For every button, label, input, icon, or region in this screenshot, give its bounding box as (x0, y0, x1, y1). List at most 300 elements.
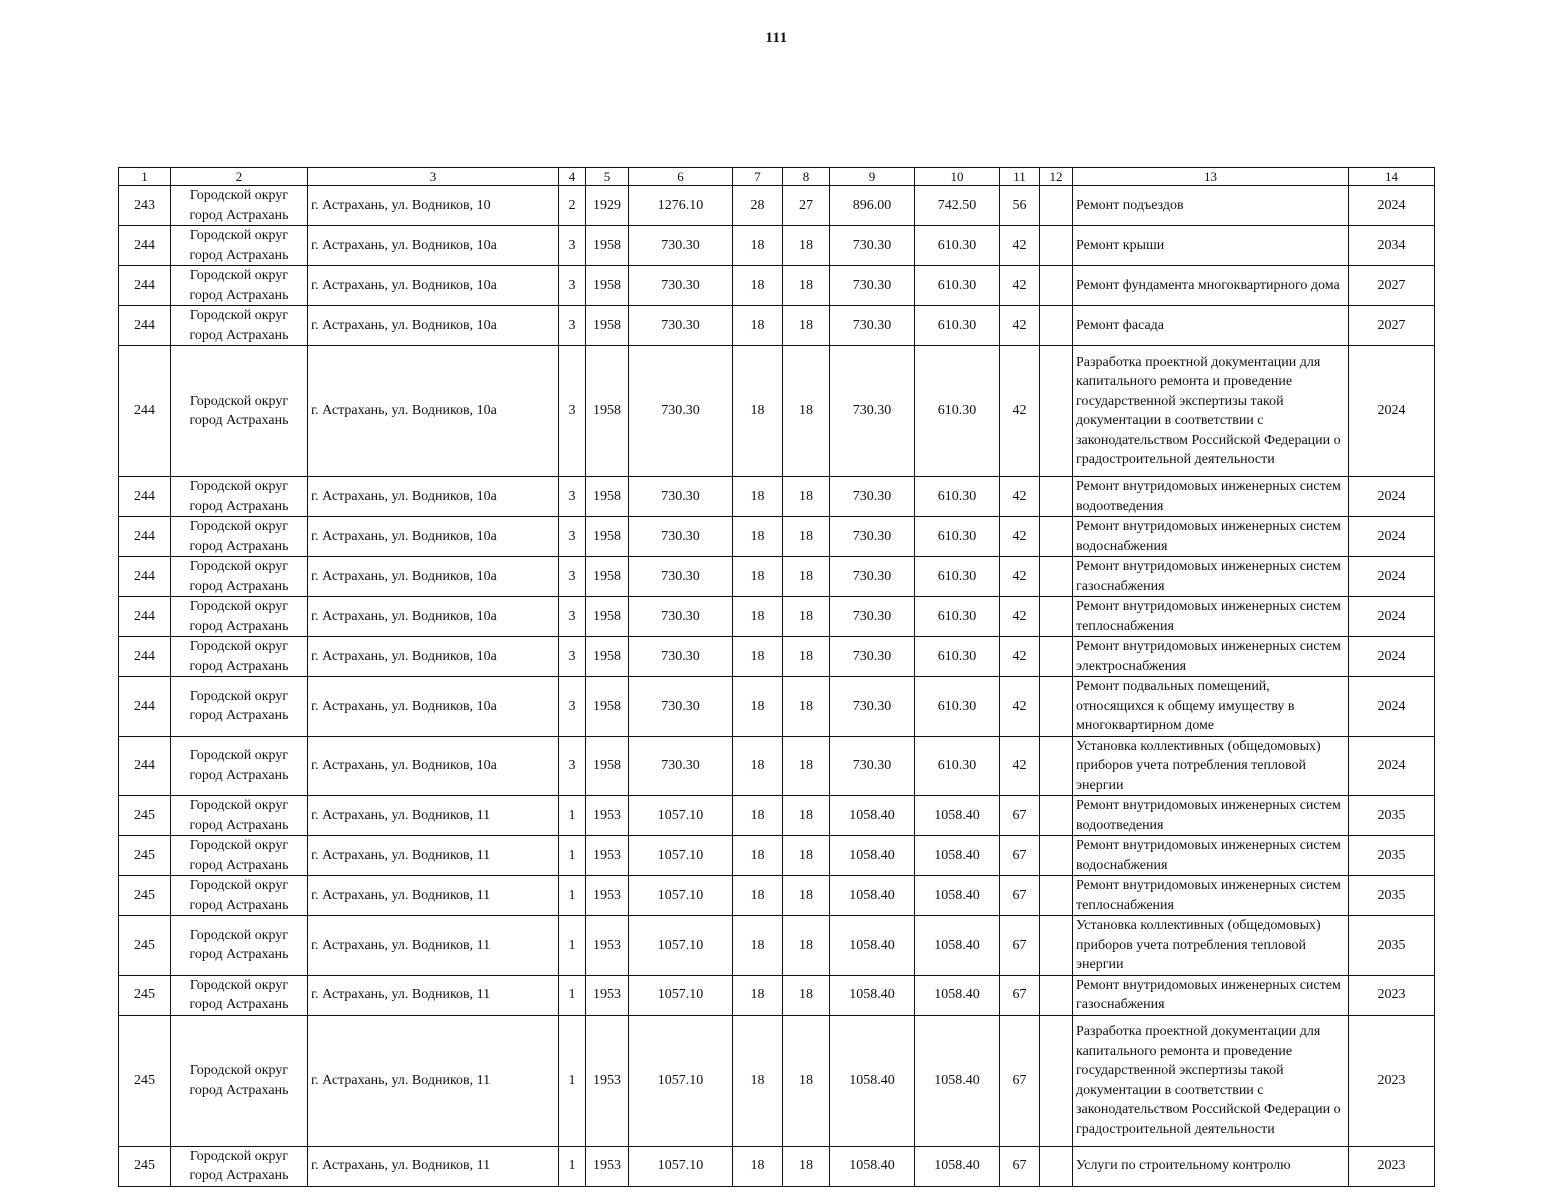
build-year-cell: 1958 (586, 346, 629, 477)
planned-year-cell: 2035 (1349, 796, 1435, 836)
col7-cell: 18 (733, 916, 783, 976)
planned-year-cell: 2024 (1349, 597, 1435, 637)
col9-area-cell: 1058.40 (830, 916, 915, 976)
col6-area-cell: 1276.10 (629, 186, 733, 226)
col12-cell (1040, 477, 1073, 517)
col8-cell: 27 (783, 186, 830, 226)
col8-cell: 18 (783, 1015, 830, 1146)
col12-cell (1040, 266, 1073, 306)
municipality-cell: Городской округ город Астрахань (171, 876, 308, 916)
column-header-5: 5 (586, 168, 629, 186)
col10-area-cell: 610.30 (915, 677, 1000, 737)
col6-area-cell: 730.30 (629, 637, 733, 677)
col8-cell: 18 (783, 796, 830, 836)
col12-cell (1040, 1015, 1073, 1146)
col10-area-cell: 610.30 (915, 266, 1000, 306)
municipality-cell: Городской округ город Астрахань (171, 266, 308, 306)
municipality-cell: Городской округ город Астрахань (171, 346, 308, 477)
col6-area-cell: 1057.10 (629, 916, 733, 976)
col11-cell: 42 (1000, 346, 1040, 477)
column-header-10: 10 (915, 168, 1000, 186)
table-row (119, 186, 1435, 226)
planned-year-cell: 2027 (1349, 266, 1435, 306)
column-header-2: 2 (171, 168, 308, 186)
col12-cell (1040, 876, 1073, 916)
col4-cell: 1 (559, 975, 586, 1015)
col4-cell: 1 (559, 916, 586, 976)
work-type-cell: Ремонт крыши (1073, 226, 1349, 266)
col7-cell: 18 (733, 736, 783, 796)
build-year-cell: 1929 (586, 186, 629, 226)
address-cell: г. Астрахань, ул. Водников, 11 (308, 1146, 559, 1186)
column-header-9: 9 (830, 168, 915, 186)
col4-cell: 3 (559, 266, 586, 306)
col4-cell: 3 (559, 306, 586, 346)
col10-area-cell: 610.30 (915, 226, 1000, 266)
build-year-cell: 1953 (586, 796, 629, 836)
table-row (119, 836, 1435, 876)
table-row (119, 637, 1435, 677)
address-cell: г. Астрахань, ул. Водников, 10 (308, 186, 559, 226)
address-cell: г. Астрахань, ул. Водников, 10а (308, 677, 559, 737)
address-cell: г. Астрахань, ул. Водников, 10а (308, 266, 559, 306)
col10-area-cell: 1058.40 (915, 1015, 1000, 1146)
work-type-cell: Ремонт внутридомовых инженерных систем теплоснабжения (1073, 876, 1349, 916)
address-cell: г. Астрахань, ул. Водников, 10а (308, 517, 559, 557)
col7-cell: 18 (733, 477, 783, 517)
col7-cell: 18 (733, 597, 783, 637)
col11-cell: 67 (1000, 975, 1040, 1015)
build-year-cell: 1953 (586, 836, 629, 876)
col7-cell: 18 (733, 557, 783, 597)
col7-cell: 18 (733, 1015, 783, 1146)
planned-year-cell: 2034 (1349, 226, 1435, 266)
col7-cell: 18 (733, 306, 783, 346)
table-row (119, 517, 1435, 557)
planned-year-cell: 2024 (1349, 677, 1435, 737)
col11-cell: 67 (1000, 796, 1040, 836)
planned-year-cell: 2035 (1349, 916, 1435, 976)
planned-year-cell: 2035 (1349, 836, 1435, 876)
planned-year-cell: 2024 (1349, 736, 1435, 796)
work-type-cell: Установка коллективных (общедомовых) приборов учета потребления тепловой энергии (1073, 736, 1349, 796)
col8-cell: 18 (783, 266, 830, 306)
table-row (119, 306, 1435, 346)
work-type-cell: Услуги по строительному контролю (1073, 1146, 1349, 1186)
col11-cell: 42 (1000, 517, 1040, 557)
col10-area-cell: 610.30 (915, 306, 1000, 346)
col4-cell: 1 (559, 836, 586, 876)
row-id-cell: 244 (119, 557, 171, 597)
col6-area-cell: 1057.10 (629, 836, 733, 876)
col6-area-cell: 1057.10 (629, 975, 733, 1015)
row-id-cell: 245 (119, 836, 171, 876)
column-header-1: 1 (119, 168, 171, 186)
col9-area-cell: 730.30 (830, 677, 915, 737)
column-header-3: 3 (308, 168, 559, 186)
row-id-cell: 244 (119, 736, 171, 796)
column-header-4: 4 (559, 168, 586, 186)
col4-cell: 3 (559, 677, 586, 737)
table-row (119, 226, 1435, 266)
work-type-cell: Ремонт внутридомовых инженерных систем водоотведения (1073, 477, 1349, 517)
col8-cell: 18 (783, 836, 830, 876)
column-header-12: 12 (1040, 168, 1073, 186)
planned-year-cell: 2035 (1349, 876, 1435, 916)
work-type-cell: Разработка проектной документации для капитального ремонта и проведение государственной экспертизы такой документации в соответствии с законодательством Российской Федерации о градостроительной деятельности (1073, 1015, 1349, 1146)
col8-cell: 18 (783, 916, 830, 976)
col9-area-cell: 730.30 (830, 346, 915, 477)
col7-cell: 18 (733, 517, 783, 557)
row-id-cell: 245 (119, 1146, 171, 1186)
table-row (119, 677, 1435, 737)
col12-cell (1040, 975, 1073, 1015)
build-year-cell: 1953 (586, 1015, 629, 1146)
col4-cell: 3 (559, 637, 586, 677)
col10-area-cell: 610.30 (915, 346, 1000, 477)
col11-cell: 42 (1000, 597, 1040, 637)
col12-cell (1040, 517, 1073, 557)
col12-cell (1040, 597, 1073, 637)
address-cell: г. Астрахань, ул. Водников, 10а (308, 226, 559, 266)
col6-area-cell: 1057.10 (629, 1015, 733, 1146)
column-header-7: 7 (733, 168, 783, 186)
work-type-cell: Ремонт внутридомовых инженерных систем водоотведения (1073, 796, 1349, 836)
col10-area-cell: 1058.40 (915, 975, 1000, 1015)
col8-cell: 18 (783, 517, 830, 557)
col6-area-cell: 1057.10 (629, 796, 733, 836)
col11-cell: 42 (1000, 677, 1040, 737)
col9-area-cell: 730.30 (830, 266, 915, 306)
table-body (119, 186, 1435, 1187)
build-year-cell: 1958 (586, 736, 629, 796)
col9-area-cell: 896.00 (830, 186, 915, 226)
table-row (119, 477, 1435, 517)
planned-year-cell: 2024 (1349, 477, 1435, 517)
municipality-cell: Городской округ город Астрахань (171, 736, 308, 796)
col6-area-cell: 730.30 (629, 517, 733, 557)
col12-cell (1040, 637, 1073, 677)
page-number: 111 (765, 30, 788, 46)
table-row (119, 796, 1435, 836)
municipality-cell: Городской округ город Астрахань (171, 517, 308, 557)
col10-area-cell: 742.50 (915, 186, 1000, 226)
col12-cell (1040, 1146, 1073, 1186)
col8-cell: 18 (783, 306, 830, 346)
municipality-cell: Городской округ город Астрахань (171, 477, 308, 517)
col11-cell: 42 (1000, 736, 1040, 796)
table-row (119, 1015, 1435, 1146)
col4-cell: 3 (559, 226, 586, 266)
build-year-cell: 1953 (586, 916, 629, 976)
col4-cell: 3 (559, 557, 586, 597)
col6-area-cell: 730.30 (629, 477, 733, 517)
col12-cell (1040, 916, 1073, 976)
table-row (119, 597, 1435, 637)
col10-area-cell: 1058.40 (915, 796, 1000, 836)
work-type-cell: Ремонт подвальных помещений, относящихся к общему имуществу в многоквартирном доме (1073, 677, 1349, 737)
municipality-cell: Городской округ город Астрахань (171, 1146, 308, 1186)
build-year-cell: 1958 (586, 597, 629, 637)
address-cell: г. Астрахань, ул. Водников, 11 (308, 1015, 559, 1146)
col9-area-cell: 730.30 (830, 736, 915, 796)
build-year-cell: 1953 (586, 1146, 629, 1186)
work-type-cell: Ремонт внутридомовых инженерных систем газоснабжения (1073, 975, 1349, 1015)
col4-cell: 3 (559, 517, 586, 557)
row-id-cell: 244 (119, 477, 171, 517)
col6-area-cell: 730.30 (629, 557, 733, 597)
address-cell: г. Астрахань, ул. Водников, 11 (308, 836, 559, 876)
col8-cell: 18 (783, 736, 830, 796)
col10-area-cell: 610.30 (915, 637, 1000, 677)
build-year-cell: 1958 (586, 226, 629, 266)
col6-area-cell: 730.30 (629, 346, 733, 477)
municipality-cell: Городской округ город Астрахань (171, 226, 308, 266)
col8-cell: 18 (783, 346, 830, 477)
col8-cell: 18 (783, 477, 830, 517)
planned-year-cell: 2023 (1349, 1015, 1435, 1146)
col9-area-cell: 1058.40 (830, 836, 915, 876)
build-year-cell: 1953 (586, 876, 629, 916)
col4-cell: 3 (559, 477, 586, 517)
build-year-cell: 1958 (586, 637, 629, 677)
table-row (119, 876, 1435, 916)
work-type-cell: Ремонт внутридомовых инженерных систем водоснабжения (1073, 517, 1349, 557)
planned-year-cell: 2027 (1349, 306, 1435, 346)
address-cell: г. Астрахань, ул. Водников, 10а (308, 306, 559, 346)
column-number-header-row (119, 168, 1435, 186)
repair-schedule-table (118, 167, 1435, 1187)
work-type-cell: Ремонт внутридомовых инженерных систем газоснабжения (1073, 557, 1349, 597)
column-header-8: 8 (783, 168, 830, 186)
work-type-cell: Ремонт внутридомовых инженерных систем электроснабжения (1073, 637, 1349, 677)
municipality-cell: Городской округ город Астрахань (171, 306, 308, 346)
planned-year-cell: 2023 (1349, 975, 1435, 1015)
municipality-cell: Городской округ город Астрахань (171, 836, 308, 876)
municipality-cell: Городской округ город Астрахань (171, 975, 308, 1015)
col11-cell: 56 (1000, 186, 1040, 226)
row-id-cell: 245 (119, 916, 171, 976)
address-cell: г. Астрахань, ул. Водников, 11 (308, 916, 559, 976)
col10-area-cell: 610.30 (915, 477, 1000, 517)
table-row (119, 916, 1435, 976)
municipality-cell: Городской округ город Астрахань (171, 677, 308, 737)
col11-cell: 42 (1000, 557, 1040, 597)
row-id-cell: 245 (119, 796, 171, 836)
col6-area-cell: 730.30 (629, 736, 733, 796)
col9-area-cell: 1058.40 (830, 1146, 915, 1186)
address-cell: г. Астрахань, ул. Водников, 10а (308, 477, 559, 517)
col12-cell (1040, 736, 1073, 796)
col11-cell: 67 (1000, 1015, 1040, 1146)
work-type-cell: Ремонт подъездов (1073, 186, 1349, 226)
col4-cell: 1 (559, 1146, 586, 1186)
col8-cell: 18 (783, 975, 830, 1015)
address-cell: г. Астрахань, ул. Водников, 11 (308, 876, 559, 916)
col4-cell: 1 (559, 876, 586, 916)
row-id-cell: 244 (119, 517, 171, 557)
col9-area-cell: 730.30 (830, 557, 915, 597)
municipality-cell: Городской округ город Астрахань (171, 557, 308, 597)
table-row (119, 1146, 1435, 1186)
build-year-cell: 1958 (586, 266, 629, 306)
work-type-cell: Ремонт фасада (1073, 306, 1349, 346)
table-row (119, 266, 1435, 306)
col7-cell: 18 (733, 637, 783, 677)
col7-cell: 18 (733, 975, 783, 1015)
col7-cell: 18 (733, 346, 783, 477)
row-id-cell: 244 (119, 597, 171, 637)
col9-area-cell: 1058.40 (830, 796, 915, 836)
planned-year-cell: 2024 (1349, 637, 1435, 677)
col8-cell: 18 (783, 677, 830, 737)
col4-cell: 3 (559, 346, 586, 477)
col9-area-cell: 730.30 (830, 477, 915, 517)
col12-cell (1040, 796, 1073, 836)
col4-cell: 3 (559, 736, 586, 796)
col8-cell: 18 (783, 1146, 830, 1186)
work-type-cell: Установка коллективных (общедомовых) приборов учета потребления тепловой энергии (1073, 916, 1349, 976)
col7-cell: 18 (733, 1146, 783, 1186)
table-row (119, 346, 1435, 477)
col11-cell: 42 (1000, 477, 1040, 517)
col10-area-cell: 610.30 (915, 557, 1000, 597)
column-header-6: 6 (629, 168, 733, 186)
col10-area-cell: 1058.40 (915, 916, 1000, 976)
col12-cell (1040, 557, 1073, 597)
row-id-cell: 244 (119, 266, 171, 306)
row-id-cell: 245 (119, 975, 171, 1015)
col10-area-cell: 1058.40 (915, 1146, 1000, 1186)
work-type-cell: Разработка проектной документации для капитального ремонта и проведение государственной экспертизы такой документации в соответствии с законодательством Российской Федерации о градостроительной деятельности (1073, 346, 1349, 477)
col12-cell (1040, 836, 1073, 876)
build-year-cell: 1958 (586, 557, 629, 597)
table-row (119, 975, 1435, 1015)
col11-cell: 67 (1000, 876, 1040, 916)
row-id-cell: 244 (119, 346, 171, 477)
col11-cell: 67 (1000, 1146, 1040, 1186)
address-cell: г. Астрахань, ул. Водников, 10а (308, 597, 559, 637)
col8-cell: 18 (783, 876, 830, 916)
col7-cell: 18 (733, 677, 783, 737)
col10-area-cell: 610.30 (915, 597, 1000, 637)
row-id-cell: 245 (119, 876, 171, 916)
col6-area-cell: 730.30 (629, 266, 733, 306)
row-id-cell: 244 (119, 306, 171, 346)
col6-area-cell: 730.30 (629, 597, 733, 637)
build-year-cell: 1958 (586, 677, 629, 737)
col7-cell: 18 (733, 836, 783, 876)
col4-cell: 2 (559, 186, 586, 226)
col11-cell: 42 (1000, 266, 1040, 306)
address-cell: г. Астрахань, ул. Водников, 10а (308, 736, 559, 796)
col6-area-cell: 730.30 (629, 306, 733, 346)
col11-cell: 67 (1000, 916, 1040, 976)
address-cell: г. Астрахань, ул. Водников, 10а (308, 637, 559, 677)
col11-cell: 42 (1000, 226, 1040, 266)
col8-cell: 18 (783, 226, 830, 266)
column-header-14: 14 (1349, 168, 1435, 186)
col7-cell: 18 (733, 876, 783, 916)
col6-area-cell: 1057.10 (629, 1146, 733, 1186)
column-header-11: 11 (1000, 168, 1040, 186)
col4-cell: 3 (559, 597, 586, 637)
planned-year-cell: 2024 (1349, 346, 1435, 477)
municipality-cell: Городской округ город Астрахань (171, 637, 308, 677)
col7-cell: 18 (733, 266, 783, 306)
col11-cell: 42 (1000, 306, 1040, 346)
build-year-cell: 1958 (586, 477, 629, 517)
table-row (119, 736, 1435, 796)
build-year-cell: 1958 (586, 517, 629, 557)
col10-area-cell: 610.30 (915, 517, 1000, 557)
row-id-cell: 244 (119, 226, 171, 266)
planned-year-cell: 2024 (1349, 517, 1435, 557)
col9-area-cell: 730.30 (830, 597, 915, 637)
row-id-cell: 245 (119, 1015, 171, 1146)
col9-area-cell: 1058.40 (830, 975, 915, 1015)
build-year-cell: 1953 (586, 975, 629, 1015)
work-type-cell: Ремонт внутридомовых инженерных систем теплоснабжения (1073, 597, 1349, 637)
col4-cell: 1 (559, 796, 586, 836)
col8-cell: 18 (783, 637, 830, 677)
municipality-cell: Городской округ город Астрахань (171, 186, 308, 226)
col6-area-cell: 730.30 (629, 226, 733, 266)
col12-cell (1040, 226, 1073, 266)
address-cell: г. Астрахань, ул. Водников, 10а (308, 346, 559, 477)
col9-area-cell: 730.30 (830, 637, 915, 677)
col4-cell: 1 (559, 1015, 586, 1146)
address-cell: г. Астрахань, ул. Водников, 11 (308, 796, 559, 836)
planned-year-cell: 2024 (1349, 186, 1435, 226)
col12-cell (1040, 677, 1073, 737)
work-type-cell: Ремонт фундамента многоквартирного дома (1073, 266, 1349, 306)
municipality-cell: Городской округ город Астрахань (171, 796, 308, 836)
col8-cell: 18 (783, 597, 830, 637)
address-cell: г. Астрахань, ул. Водников, 11 (308, 975, 559, 1015)
municipality-cell: Городской округ город Астрахань (171, 916, 308, 976)
row-id-cell: 244 (119, 637, 171, 677)
col7-cell: 28 (733, 186, 783, 226)
col9-area-cell: 730.30 (830, 226, 915, 266)
col12-cell (1040, 306, 1073, 346)
table-row (119, 557, 1435, 597)
col12-cell (1040, 346, 1073, 477)
col12-cell (1040, 186, 1073, 226)
col7-cell: 18 (733, 226, 783, 266)
build-year-cell: 1958 (586, 306, 629, 346)
col11-cell: 42 (1000, 637, 1040, 677)
col9-area-cell: 1058.40 (830, 1015, 915, 1146)
col10-area-cell: 1058.40 (915, 836, 1000, 876)
municipality-cell: Городской округ город Астрахань (171, 1015, 308, 1146)
col11-cell: 67 (1000, 836, 1040, 876)
row-id-cell: 244 (119, 677, 171, 737)
col8-cell: 18 (783, 557, 830, 597)
col9-area-cell: 730.30 (830, 517, 915, 557)
address-cell: г. Астрахань, ул. Водников, 10а (308, 557, 559, 597)
municipality-cell: Городской округ город Астрахань (171, 597, 308, 637)
planned-year-cell: 2023 (1349, 1146, 1435, 1186)
col10-area-cell: 610.30 (915, 736, 1000, 796)
col10-area-cell: 1058.40 (915, 876, 1000, 916)
row-id-cell: 243 (119, 186, 171, 226)
col7-cell: 18 (733, 796, 783, 836)
col6-area-cell: 1057.10 (629, 876, 733, 916)
column-header-13: 13 (1073, 168, 1349, 186)
work-type-cell: Ремонт внутридомовых инженерных систем водоснабжения (1073, 836, 1349, 876)
col9-area-cell: 730.30 (830, 306, 915, 346)
